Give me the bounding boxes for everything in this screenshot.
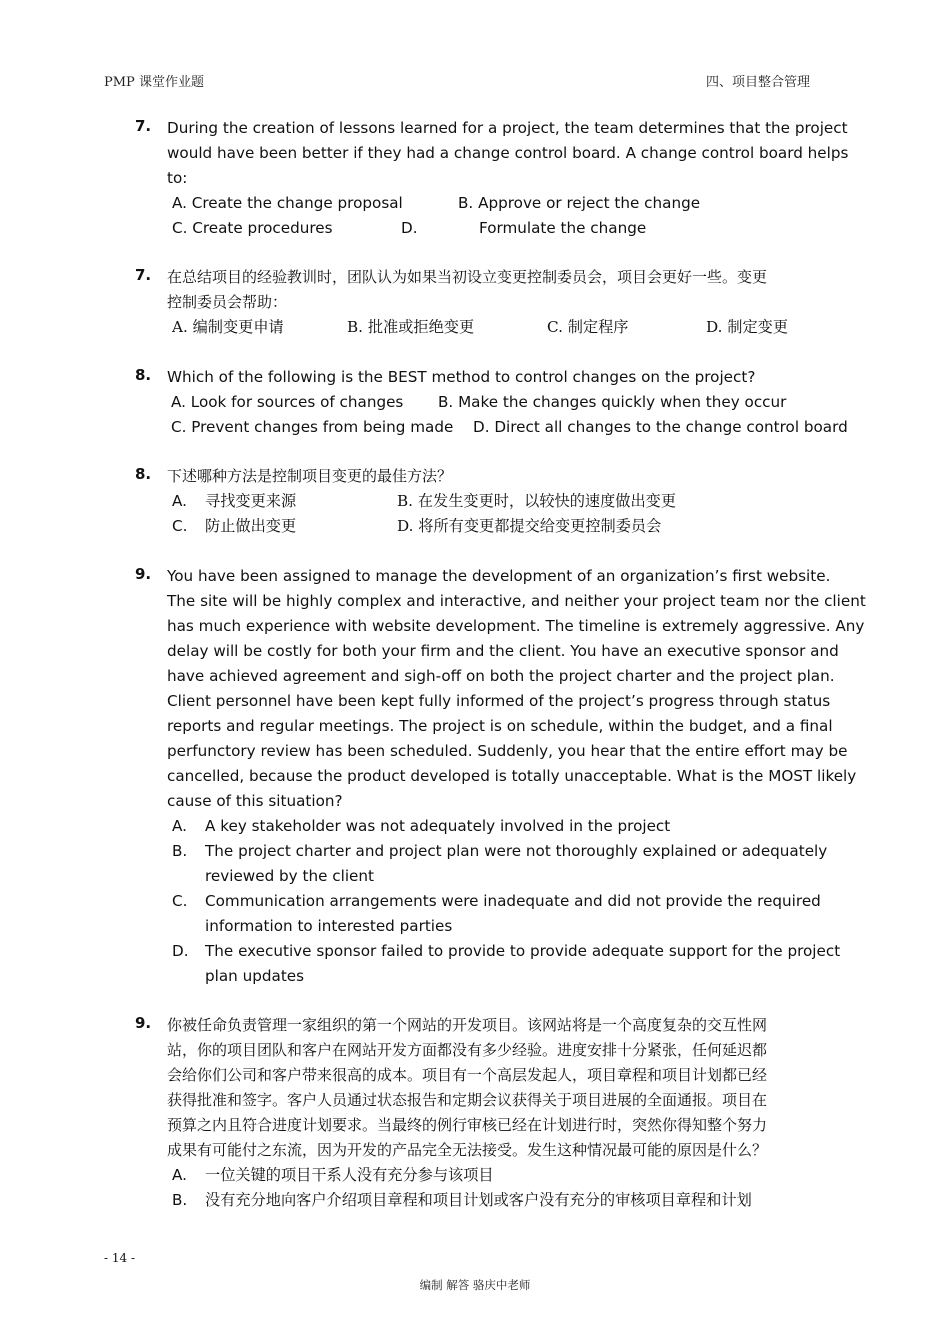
option-b-text: reviewed by the client <box>205 867 374 885</box>
option-a-label: A. <box>172 1166 187 1184</box>
question-text-line: Which of the following is the BEST method to control changes on the project? <box>167 368 756 386</box>
question-text-line: 获得批准和签字。客户人员通过状态报告和定期会议获得关于项目进展的全面通报。项目在 <box>167 1091 768 1109</box>
question-number: 8. <box>135 465 152 483</box>
header-chapter-title: 四、项目整合管理 <box>705 75 810 90</box>
question-text-line: cancelled, because the product developed is totally unacceptable. What is the MOST likely <box>167 767 857 785</box>
option-a-text: 一位关键的项目干系人没有充分参与该项目 <box>205 1166 494 1184</box>
question-text-line: have achieved agreement and sigh-off on both the project charter and the project plan. <box>167 667 835 685</box>
option-d-label: D. <box>172 942 189 960</box>
option-c-label: C. <box>172 892 188 910</box>
option-a: A. Look for sources of changes <box>171 393 404 411</box>
option-d: D. 制定变更 <box>706 318 789 336</box>
option-a: A. Create the change proposal <box>172 194 403 212</box>
option-c: C. 制定程序 <box>547 318 629 336</box>
option-c-text: information to interested parties <box>205 917 453 935</box>
option-b-label: B. <box>172 1191 188 1209</box>
question-text-line: reports and regular meetings. The project is on schedule, within the budget, and a final <box>167 717 833 735</box>
question-number: 9. <box>135 1014 152 1032</box>
option-a-label: A. <box>172 492 187 510</box>
option-a: A. 编制变更申请 <box>172 318 284 336</box>
question-text-line: 控制委员会帮助： <box>167 293 288 311</box>
option-b-label: B. <box>172 842 188 860</box>
question-text-line: has much experience with website development. The timeline is extremely aggressive. Any <box>167 617 865 635</box>
option-c: C. Prevent changes from being made <box>171 418 454 436</box>
question-text-line: delay will be costly for both your firm and the client. You have an executive sponsor and <box>167 642 839 660</box>
option-a-text: 寻找变更来源 <box>205 492 297 510</box>
question-text-line: 会给你们公司和客户带来很高的成本。项目有一个高层发起人，项目章程和项目计划都已经 <box>167 1066 768 1084</box>
option-b-text: The project charter and project plan were not thoroughly explained or adequately <box>205 842 828 860</box>
question-text-line: 你被任命负责管理一家组织的第一个网站的开发项目。该网站将是一个高度复杂的交互性网 <box>167 1016 768 1034</box>
question-text-line: 站，你的项目团队和客户在网站开发方面都没有多少经验。进度安排十分紧张，任何延迟都 <box>167 1041 768 1059</box>
question-number: 7. <box>135 117 152 135</box>
footer-credit: 编制 解答 骆庆中老师 <box>419 1278 531 1292</box>
question-text-line: perfunctory review has been scheduled. Suddenly, you hear that the entire effort may be <box>167 742 848 760</box>
option-c: C. Create procedures <box>172 219 333 237</box>
question-text-line: to: <box>167 169 188 187</box>
option-b: B. Make the changes quickly when they occur <box>438 393 787 411</box>
option-d: D. Direct all changes to the change control board <box>473 418 848 436</box>
option-b: B. 在发生变更时，以较快的速度做出变更 <box>397 492 677 510</box>
option-b: B. 批准或拒绝变更 <box>347 318 475 336</box>
question-text-line: would have been better if they had a change control board. A change control board helps <box>167 144 849 162</box>
option-c-text: 防止做出变更 <box>205 517 297 535</box>
question-text-line: The site will be highly complex and interactive, and neither your project team nor the client <box>167 592 866 610</box>
question-text-line: cause of this situation? <box>167 792 343 810</box>
option-d-text: plan updates <box>205 967 305 985</box>
question-text-line: Client personnel have been kept fully informed of the project’s progress through status <box>167 692 831 710</box>
question-number: 9. <box>135 565 152 583</box>
question-text-line: You have been assigned to manage the development of an organization’s first website. <box>167 567 831 585</box>
question-text-line: 在总结项目的经验教训时，团队认为如果当初设立变更控制委员会，项目会更好一些。变更 <box>167 268 768 286</box>
option-b: B. Approve or reject the change <box>458 194 701 212</box>
option-d-text: Formulate the change <box>479 219 647 237</box>
question-text-line: During the creation of lessons learned for a project, the team determines that the project <box>167 119 848 137</box>
question-number: 7. <box>135 266 152 284</box>
question-text-line: 成果有可能付之东流，因为开发的产品完全无法接受。发生这种情况最可能的原因是什么？ <box>167 1141 768 1159</box>
question-text-line: 预算之内且符合进度计划要求。当最终的例行审核已经在计划进行时，突然你得知整个努力 <box>167 1116 768 1134</box>
option-c-text: Communication arrangements were inadequate and did not provide the required <box>205 892 821 910</box>
question-number: 8. <box>135 366 152 384</box>
option-b-text: 没有充分地向客户介绍项目章程和项目计划或客户没有充分的审核项目章程和计划 <box>205 1191 752 1209</box>
option-d-label: D. <box>401 219 418 237</box>
header-course-title: PMP 课堂作业题 <box>104 75 204 90</box>
option-a-label: A. <box>172 817 187 835</box>
option-d-text: The executive sponsor failed to provide to provide adequate support for the project <box>205 942 841 960</box>
question-text-line: 下述哪种方法是控制项目变更的最佳方法？ <box>167 467 453 485</box>
option-c-label: C. <box>172 517 188 535</box>
option-a-text: A key stakeholder was not adequately involved in the project <box>205 817 671 835</box>
option-d: D. 将所有变更都提交给变更控制委员会 <box>397 517 662 535</box>
page-number: - 14 - <box>104 1251 136 1265</box>
